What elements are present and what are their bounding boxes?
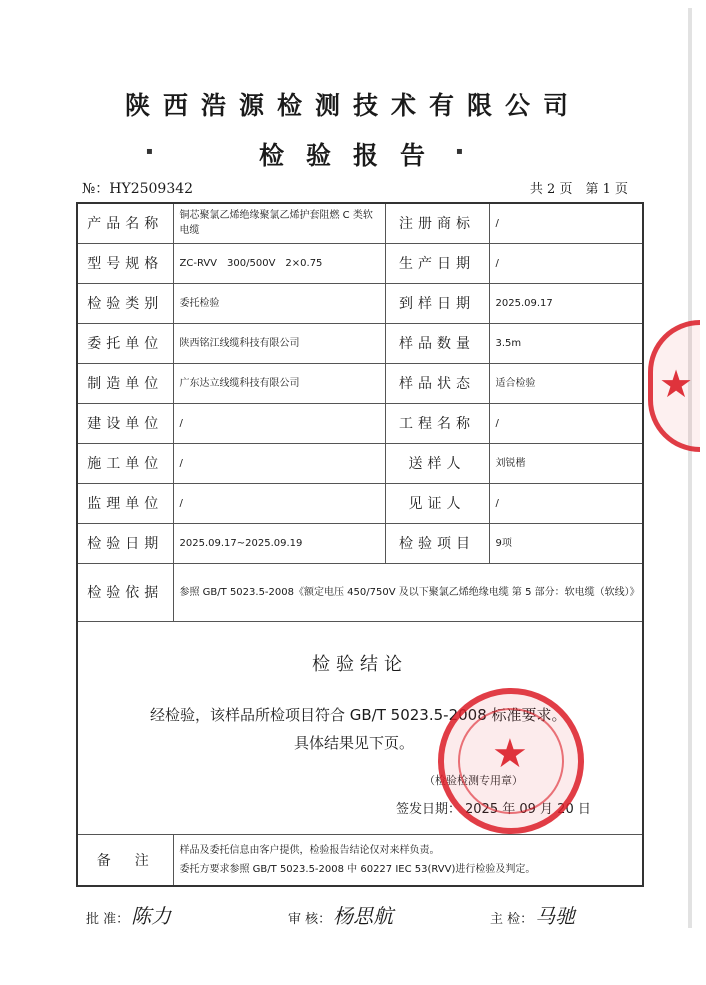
field-label: 工程名称 [385,403,489,443]
remarks-text [173,834,643,886]
inspector-signature [490,900,575,929]
seal-star-icon: ★ [492,731,528,777]
decorative-dot: ▪ [146,146,153,157]
approver-name: 陈力 [131,904,172,928]
table-row [77,243,643,283]
reviewer-signature [288,900,393,929]
table-row [77,403,643,443]
table-row [77,363,643,403]
field-label: 制造单位 [77,363,173,403]
field-value: 陕西铭江线缆科技有限公司 [173,323,385,363]
field-label: 样品状态 [385,363,489,403]
remarks-row [77,834,643,886]
field-value: / [489,203,643,243]
approver-label: 批 准： [86,912,130,927]
remarks-line: 委托方要求参照 GB/T 5023.5-2008 中 60227 IEC 53(RVV)进行检验及判定。 [179,863,536,875]
field-label: 注册商标 [385,203,489,243]
field-label: 产品名称 [77,203,173,243]
field-label: 见证人 [385,483,489,523]
remarks-label: 备 注 [77,834,173,886]
report-number: №：HY2509342 [82,181,194,197]
field-label: 委托单位 [77,323,173,363]
basis-row [77,563,643,621]
official-seal-stamp [438,688,584,834]
table-row [77,443,643,483]
company-name: 陕西浩源检测技术有限公司 [124,91,581,120]
conclusion-title: 检验结论 [312,653,408,675]
table-row [77,483,643,523]
field-value: 2025.09.17~2025.09.19 [173,523,385,563]
paging-seal-star-icon: ★ [659,362,694,406]
remarks-line: 样品及委托信息由客户提供，检验报告结论仅对来样负责。 [179,844,440,856]
issue-date-label: 签发日期： [396,801,462,817]
field-label: 生产日期 [385,243,489,283]
report-title: 检验报告 [258,141,447,170]
field-label: 建设单位 [77,403,173,443]
field-value: 委托检验 [173,283,385,323]
seal-note: （检验检测专用章） [424,773,523,787]
field-label: 到样日期 [385,283,489,323]
reviewer-label: 审 核： [288,912,332,927]
field-label: 型号规格 [77,243,173,283]
decorative-dot: ▪ [456,146,463,157]
field-value: / [173,403,385,443]
field-label: 施工单位 [77,443,173,483]
page-info: 共 2 页 第 1 页 [529,182,628,197]
reviewer-name: 杨思航 [333,904,394,928]
field-value: / [173,443,385,483]
basis-text: 参照 GB/T 5023.5-2008《额定电压 450/750V 及以下聚氯乙烯绝缘电缆 第 5 部分：软电缆（软线）》 [173,563,643,621]
inspector-label: 主 检： [490,912,534,927]
paging-seal-stamp [648,320,700,452]
field-value: / [173,483,385,523]
table-row [77,523,643,563]
table-row [77,323,643,363]
conclusion-text: 经检验，该样品所检项目符合 GB/T 5023.5-2008 标准要求。 [150,705,567,724]
table-row [77,203,643,243]
field-value: / [489,403,643,443]
field-value: 适合检验 [489,363,643,403]
table-row [77,283,643,323]
field-value: 2025.09.17 [489,283,643,323]
inspector-name: 马驰 [535,904,576,928]
field-label: 送样人 [385,443,489,483]
field-value: 9项 [489,523,643,563]
field-value: 铜芯聚氯乙烯绝缘聚氯乙烯护套阻燃 C 类软电缆 [173,203,385,243]
field-label: 检验类别 [77,283,173,323]
conclusion-followup: 具体结果见下页。 [294,733,415,752]
field-value: 3.5m [489,323,643,363]
basis-label: 检验依据 [77,563,173,621]
field-value: 广东达立线缆科技有限公司 [173,363,385,403]
field-label: 检验日期 [77,523,173,563]
issue-date-value: 2025 年 09 月 20 日 [465,801,591,817]
field-label: 检验项目 [385,523,489,563]
approver-signature [86,900,171,929]
signature-row [0,896,706,936]
field-label: 监理单位 [77,483,173,523]
field-value: ZC-RVV 300/500V 2×0.75 [173,243,385,283]
field-value: / [489,243,643,283]
field-value: 刘锐楷 [489,443,643,483]
field-label: 样品数量 [385,323,489,363]
field-value: / [489,483,643,523]
